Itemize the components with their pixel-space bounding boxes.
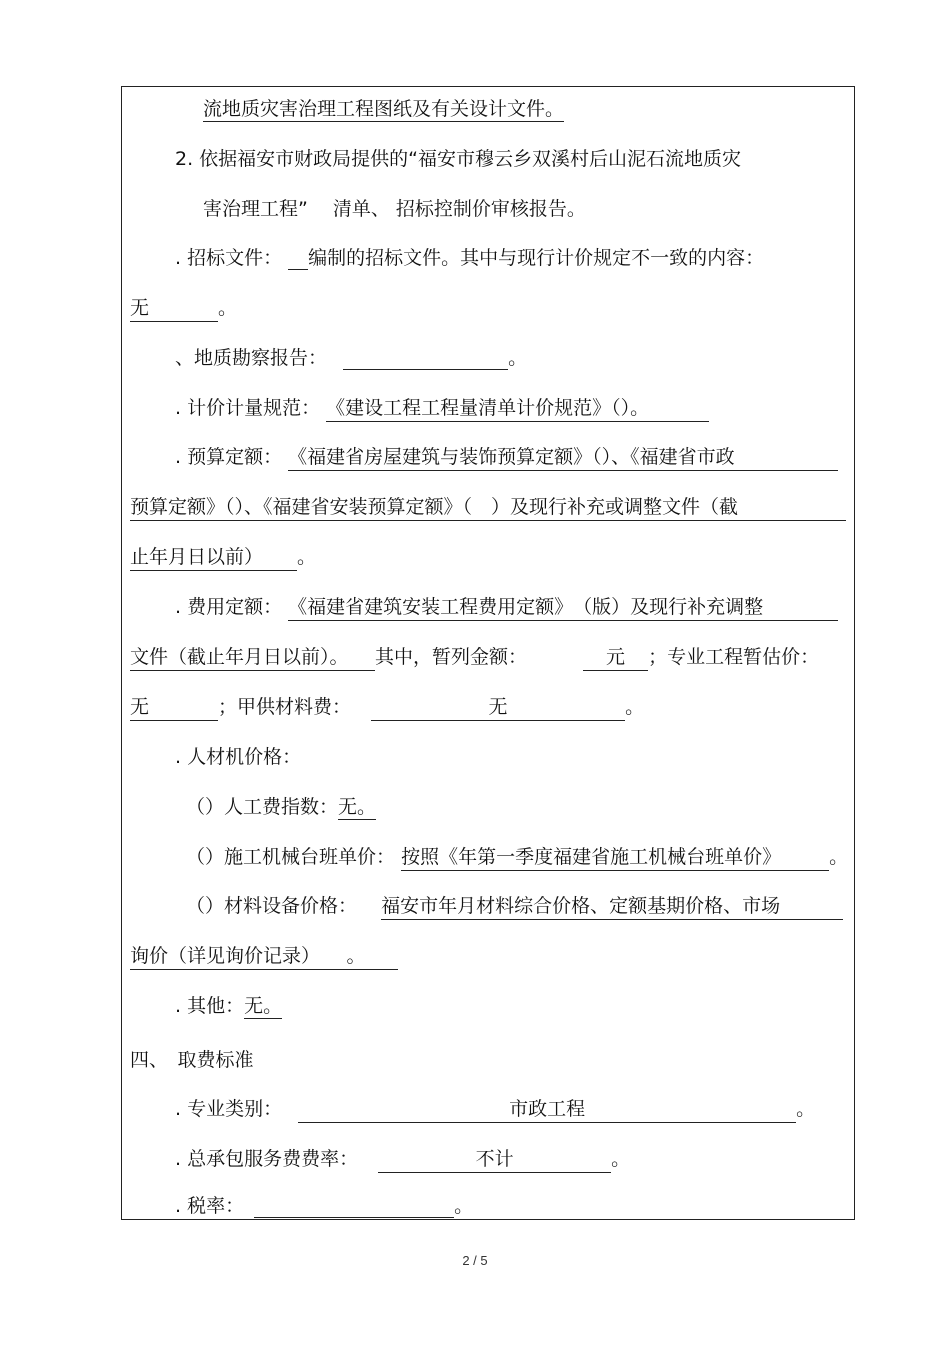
text-line-3: 害治理工程” 清单、 招标控制价审核报告。 — [203, 198, 586, 220]
bidding-docs-line — [175, 246, 764, 270]
other-label: . 其他： — [175, 995, 245, 1017]
specialty-estimate-value: 无 — [130, 695, 218, 721]
budget-quota-value-2: 预算定额》（）、《福建省安装预算定额》（ ）及现行补充或调整文件（截 — [130, 495, 846, 521]
tax-rate-label: . 税率： — [175, 1195, 245, 1217]
owner-material-label: ；甲供材料费： — [218, 696, 352, 718]
material-price-heading: . 人材机价格： — [175, 746, 302, 768]
text-line-1 — [203, 97, 564, 121]
period: 。 — [454, 1195, 474, 1217]
specialty-estimate-label: ；专业工程暂估价： — [648, 646, 820, 668]
budget-quota-label: . 预算定额： — [175, 446, 283, 468]
material-equipment-line — [186, 894, 843, 920]
owner-material-value: 无 — [371, 695, 625, 721]
fee-quota-value: 《福建省建筑安装工程费用定额》 （版）及现行补充调整 — [288, 595, 838, 621]
material-fee-line — [130, 695, 644, 721]
budget-quota-line-2 — [130, 495, 846, 521]
fee-quota-line — [175, 595, 838, 621]
budget-quota-line — [175, 445, 838, 471]
period: 。 — [508, 347, 528, 369]
period: 。 — [796, 1098, 816, 1120]
bidding-docs-blank — [288, 249, 308, 270]
tax-rate-line — [175, 1194, 473, 1218]
pricing-spec-value: 《建设工程工程量清单计价规范》（）。 — [326, 396, 709, 422]
other-line — [175, 994, 282, 1018]
fee-quota-line-2 — [130, 645, 819, 671]
provisional-sum-label: 其中，暂列金额： — [375, 646, 528, 668]
geology-report-label: 、地质勘察报告： — [175, 347, 328, 369]
machine-price-value: 按照《年第一季度福建省施工机械台班单价》 — [401, 845, 829, 871]
material-equipment-value: 福安市年月材料综合价格、定额基期价格、市场 — [381, 894, 843, 920]
pricing-spec-label: . 计价计量规范： — [175, 397, 321, 419]
tax-rate-blank — [254, 1197, 454, 1218]
text-line-2: 2. 依据福安市财政局提供的“福安市穆云乡双溪村后山泥石流地质灾 — [175, 148, 742, 170]
page-number: 2 / 5 — [462, 1253, 488, 1268]
service-fee-value: 不计 — [378, 1147, 611, 1173]
labor-index-label: （）人工费指数： — [186, 796, 339, 818]
specialty-type-value: 市政工程 — [298, 1097, 796, 1123]
section-four-heading: 四、 取费标准 — [130, 1049, 254, 1071]
budget-quota-value: 《福建省房屋建筑与装饰预算定额》（）、《福建省市政 — [288, 445, 838, 471]
machine-price-line — [186, 845, 848, 871]
material-equipment-label: （）材料设备价格： — [186, 895, 358, 917]
inquiry-record-text: 询价（详见询价记录） 。 — [130, 944, 398, 970]
specialty-type-label: . 专业类别： — [175, 1098, 283, 1120]
provisional-sum-value: 元 — [583, 645, 648, 671]
budget-quota-line-3 — [130, 545, 316, 571]
bidding-docs-text: 编制的招标文件。其中与现行计价规定不一致的内容： — [308, 247, 765, 269]
service-fee-label: . 总承包服务费费率： — [175, 1148, 359, 1170]
period: 。 — [297, 546, 317, 568]
geology-report-line — [175, 346, 527, 370]
drawing-files-text: 流地质灾害治理工程图纸及有关设计文件。 — [203, 98, 565, 120]
specialty-type-line — [175, 1097, 815, 1123]
inconsistency-line — [130, 296, 237, 322]
machine-price-label: （）施工机械台班单价： — [186, 846, 396, 868]
bidding-docs-label: . 招标文件： — [175, 247, 283, 269]
labor-index-value: 无。 — [338, 796, 377, 818]
budget-quota-value-3: 止年月日以前） — [130, 545, 297, 571]
service-fee-line — [175, 1147, 630, 1173]
period: 。 — [218, 297, 238, 319]
pricing-spec-line — [175, 396, 709, 422]
period: 。 — [829, 846, 849, 868]
fee-quota-label: . 费用定额： — [175, 596, 283, 618]
other-value: 无。 — [244, 995, 283, 1017]
period: 。 — [611, 1148, 631, 1170]
material-equipment-line-2 — [130, 944, 398, 970]
period: 。 — [625, 696, 645, 718]
geology-report-blank — [343, 349, 508, 370]
inconsistency-value: 无 — [130, 296, 218, 322]
labor-index-line — [186, 795, 376, 819]
fee-quota-value-2: 文件（截止年月日以前）。 — [130, 645, 375, 671]
